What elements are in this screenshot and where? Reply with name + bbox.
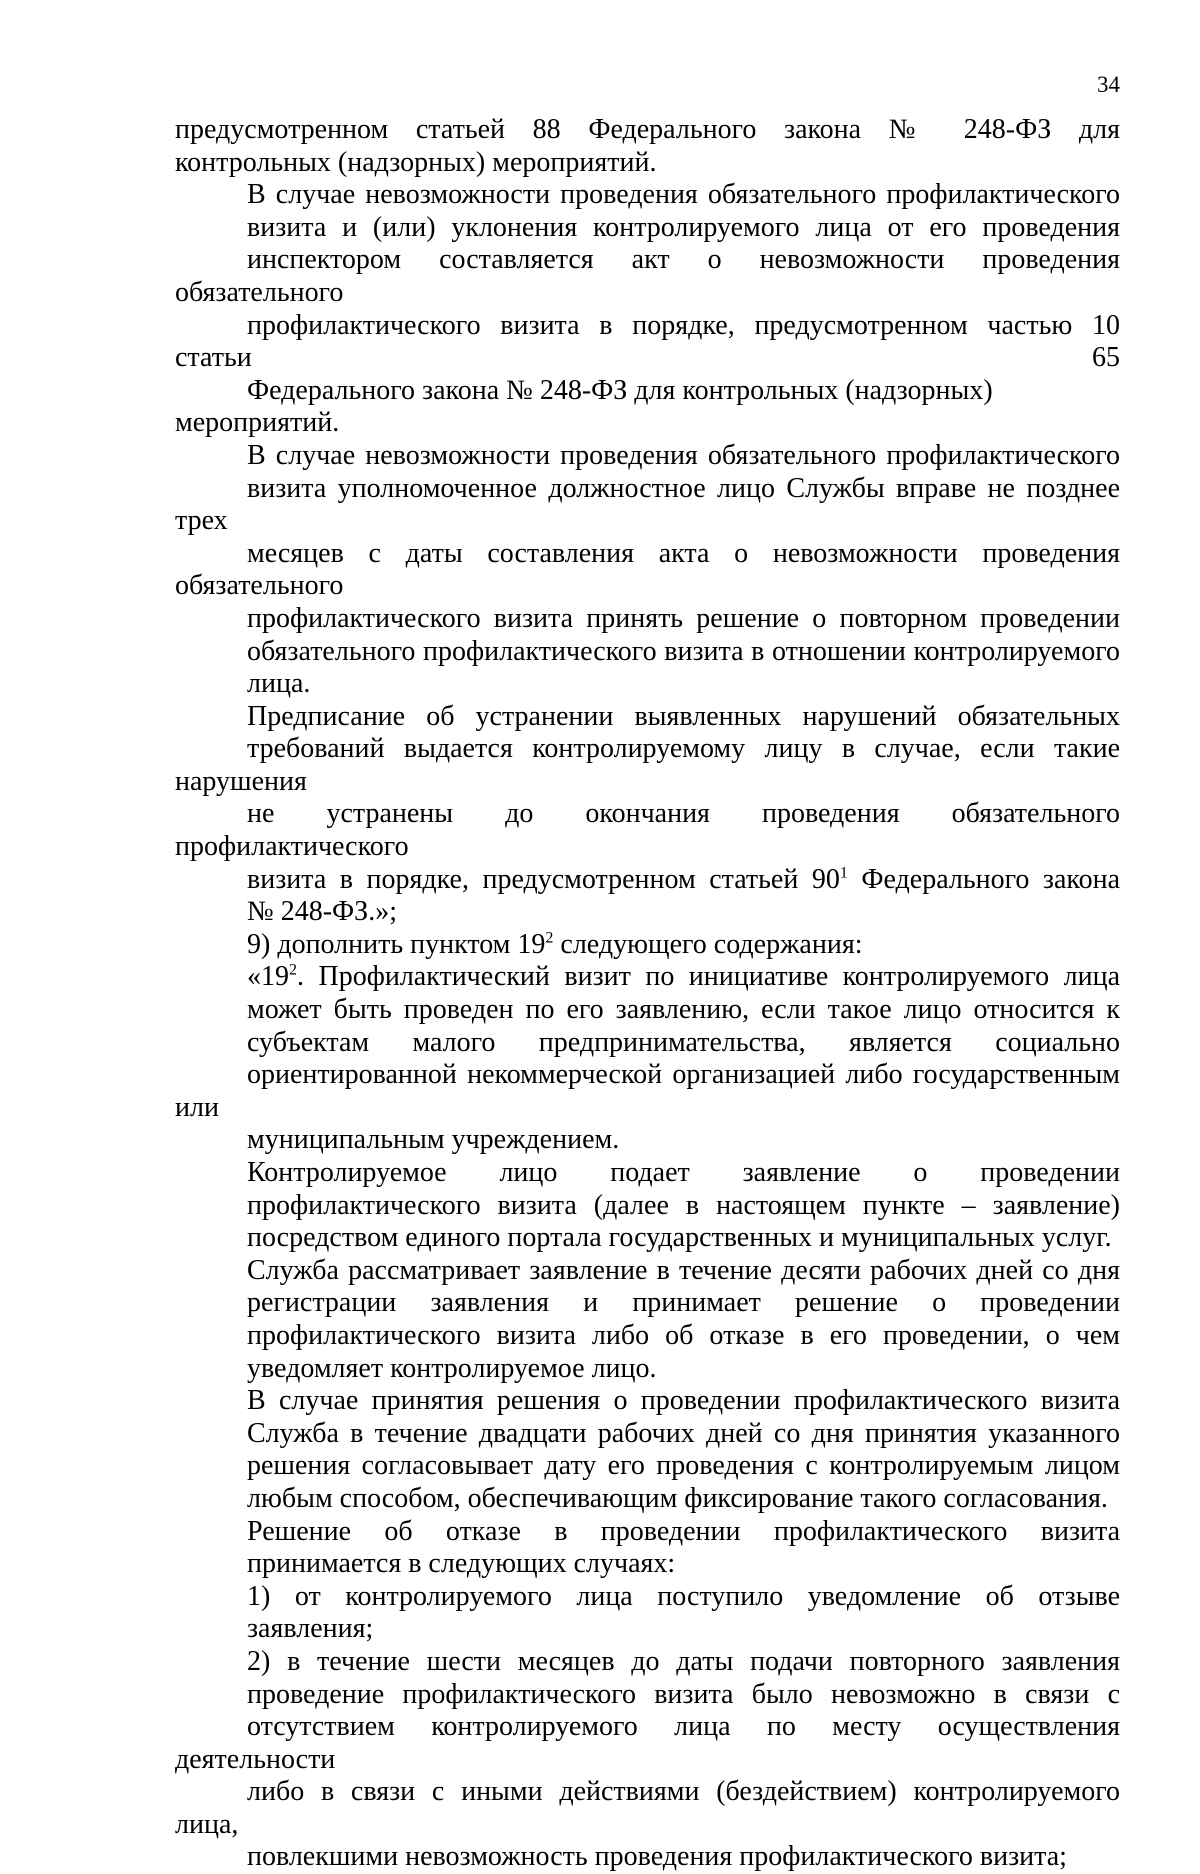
paragraph: [175, 1157, 1120, 1255]
text-line: обязательного профилактического визита в отношении контролируемого: [247, 635, 1120, 667]
text-line: профилактического визита в порядке, предусмотренном частью 10 статьи 65: [175, 309, 1120, 374]
paragraph: [175, 440, 1120, 701]
text-line: профилактического визита (далее в настоящем пункте – заявление): [247, 1189, 1120, 1221]
text-line: принимается в следующих случаях:: [247, 1548, 676, 1580]
text-line: № 248-ФЗ.»;: [247, 896, 397, 928]
text-line: регистрации заявления и принимает решение о проведении: [247, 1287, 1120, 1319]
paragraph: [175, 1255, 1120, 1385]
text-line: профилактического визита принять решение о повторном проведении: [247, 602, 1120, 634]
text-line: «$19^2$. Профилактический визит по инициативе контролируемого лица: [247, 961, 1120, 993]
text-line: Решение об отказе в проведении профилактического визита: [247, 1515, 1120, 1547]
text-line: проведение профилактического визита было невозможно в связи с: [247, 1678, 1120, 1710]
text-line: 9) дополнить пунктом $19^2$ следующего содержания:: [247, 928, 863, 960]
text-line: отсутствием контролируемого лица по месту осуществления деятельности: [175, 1711, 1120, 1775]
text-line: решения согласовывает дату его проведения с контролируемым лицом: [247, 1450, 1120, 1482]
text-line: предусмотренном статьей 88 Федерального закона № 248-ФЗ для: [175, 114, 1120, 145]
paragraph: [175, 179, 1120, 440]
text-line: В случае невозможности проведения обязательного профилактического: [247, 179, 1120, 211]
text-line: ориентированной некоммерческой организацией либо государственным или: [175, 1059, 1120, 1123]
text-line: повлекшими невозможность проведения профилактического визита;: [247, 1841, 1067, 1873]
text-line: Контролируемое лицо подает заявление о проведении: [247, 1157, 1120, 1188]
text-line: посредством единого портала государственных и муниципальных услуг.: [247, 1222, 1112, 1254]
paragraph: [175, 114, 1120, 179]
paragraph: [175, 1385, 1120, 1515]
paragraph: [175, 1646, 1120, 1874]
text-line: месяцев с даты составления акта о невозможности проведения обязательного: [175, 537, 1120, 602]
paragraph: [175, 929, 1120, 962]
text-line: визита в порядке, предусмотренном статьей $90^1$ Федерального закона: [247, 863, 1120, 895]
text-line: визита уполномоченное должностное лицо Службы вправе не позднее трех: [175, 472, 1120, 537]
page-number: 34: [1097, 72, 1120, 97]
text-line: требований выдается контролируемому лицу в случае, если такие нарушения: [175, 733, 1120, 797]
text-line: Предписание об устранении выявленных нарушений обязательных: [247, 700, 1120, 732]
text-line: муниципальным учреждением.: [247, 1124, 620, 1156]
text-line: заявления;: [247, 1613, 374, 1645]
paragraph: [175, 701, 1120, 929]
text-line: Служба рассматривает заявление в течение десяти рабочих дней со дня: [247, 1254, 1120, 1286]
paragraph: [175, 1581, 1120, 1646]
text-line: уведомляет контролируемое лицо.: [247, 1352, 657, 1384]
text-line: инспектором составляется акт о невозможности проведения обязательного: [175, 244, 1120, 308]
paragraph: [175, 961, 1120, 1157]
text-line: 1) от контролируемого лица поступило уведомление об отзыве: [247, 1580, 1120, 1612]
text-line: 2) в течение шести месяцев до даты подачи повторного заявления: [247, 1645, 1120, 1677]
text-line: Федерального закона № 248-ФЗ для контрольных (надзорных) мероприятий.: [175, 374, 993, 439]
text-line: профилактического визита либо об отказе в его проведении, о чем: [247, 1319, 1120, 1351]
text-line: В случае невозможности проведения обязательного профилактического: [247, 439, 1120, 471]
text-line: контрольных (надзорных) мероприятий.: [175, 146, 657, 178]
text-line: может быть проведен по его заявлению, если такое лицо относится к: [247, 994, 1120, 1026]
text-line: либо в связи с иными действиями (бездействием) контролируемого лица,: [175, 1776, 1120, 1840]
text-line: Служба в течение двадцати рабочих дней со дня принятия указанного: [247, 1417, 1120, 1449]
text-line: любым способом, обеспечивающим фиксирование такого согласования.: [247, 1482, 1108, 1514]
document-body: [175, 114, 1120, 1874]
paragraph: [175, 1516, 1120, 1581]
text-line: субъектам малого предпринимательства, является социально: [247, 1026, 1120, 1058]
text-line: лица.: [247, 668, 311, 700]
text-line: не устранены до окончания проведения обязательного профилактического: [175, 798, 1120, 863]
text-line: В случае принятия решения о проведении профилактического визита: [247, 1385, 1120, 1417]
text-line: визита и (или) уклонения контролируемого лица от его проведения: [247, 211, 1120, 243]
